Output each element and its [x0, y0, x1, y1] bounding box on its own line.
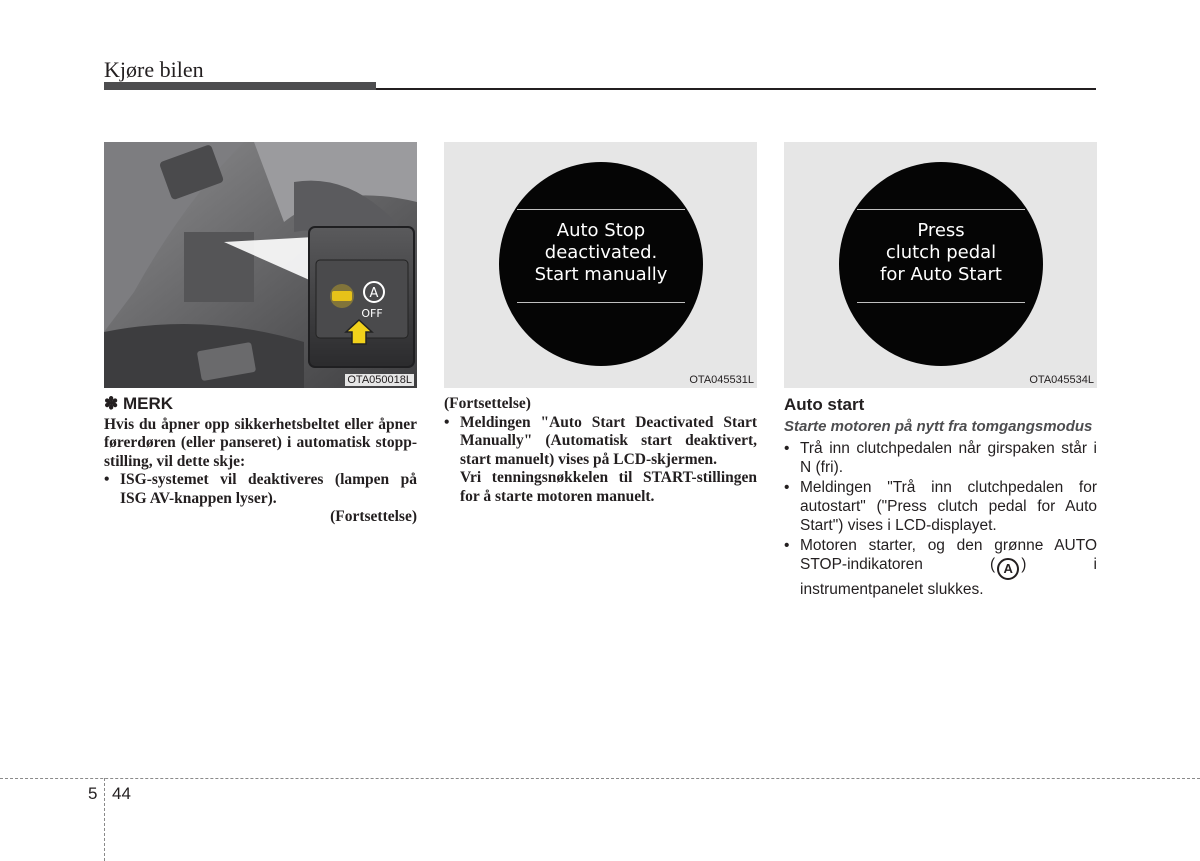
section-heading: Auto start: [784, 395, 865, 414]
section-number: 5: [88, 784, 98, 803]
lcd-deactivated-figure: [444, 142, 757, 388]
button-off-label: OFF: [361, 307, 383, 320]
lcd-line: for Auto Start: [880, 264, 1002, 285]
bullet-icon: •: [784, 440, 790, 457]
dashboard-illustration: [104, 142, 417, 388]
auto-stop-icon: A: [997, 558, 1019, 580]
list-item: [444, 414, 757, 470]
bullet-icon: •: [444, 413, 450, 431]
continued-column: [444, 395, 757, 506]
continued-label: (Fortsettelse): [444, 395, 531, 412]
list-item: [784, 478, 1097, 535]
page-number: 44: [112, 784, 131, 803]
figure-code: OTA045531L: [689, 374, 754, 386]
list-item-text-pre: Motoren starter, og den grønne AUTO STOP-indikatoren (: [800, 537, 1097, 573]
isg-button-figure: [104, 142, 417, 388]
note-heading: [104, 395, 417, 414]
button-symbol: A: [369, 286, 379, 301]
lcd-rule-bottom: [857, 302, 1025, 303]
list-item-continuation: Vri tenningsnøkkelen til START-stillingen for å starte motoren manuelt.: [460, 469, 757, 505]
continued-label: (Fortsettelse): [330, 508, 417, 525]
lcd-display: [499, 162, 703, 366]
lcd-press-clutch-figure: [784, 142, 1097, 388]
lcd-line: Auto Stop: [556, 220, 646, 241]
list-item-text: Trå inn clutchpedalen når girspaken står i N (fri).: [800, 440, 1097, 476]
bullet-icon: •: [784, 537, 790, 554]
lcd-message: [849, 220, 1033, 286]
lcd-line: clutch pedal: [885, 242, 997, 263]
note-column: [104, 395, 417, 527]
bullet-icon: •: [104, 471, 110, 488]
header-rule-thin: [376, 88, 1096, 90]
list-item-text: ISG-systemet vil deaktiveres (lampen på ISG AV-knappen lyser).: [120, 471, 417, 507]
list-item-text: Meldingen "Trå inn clutchpedalen for autostart" ("Press clutch pedal for Auto Start") vises i LCD-displayet.: [800, 479, 1097, 534]
lcd-line: Press: [917, 220, 965, 241]
list-item: [784, 536, 1097, 599]
note-title: MERK: [122, 394, 174, 413]
header-rule-thick: [104, 82, 376, 90]
auto-start-column: [784, 395, 1097, 600]
subsection-heading: Starte motoren på nytt fra tomgangsmodus: [784, 418, 1093, 435]
list-item-text-post: ) i instrumentpanelet slukkes.: [800, 556, 1097, 598]
list-item-text: Meldingen "Auto Start Deactivated Start Manually" (Automatisk start deaktivert, start manuelt) vises på LCD-skjermen.: [460, 413, 757, 468]
lcd-line: deactivated.: [544, 242, 658, 263]
lcd-display: [839, 162, 1043, 366]
lcd-line: Start manually: [534, 264, 668, 285]
lcd-message: [509, 220, 693, 286]
note-intro: Hvis du åpner opp sikkerhetsbeltet eller åpner førerdøren (eller panseret) i automatisk stopp-stilling, vil dette skje:: [104, 415, 417, 470]
page-header-title: Kjøre bilen: [104, 57, 204, 82]
bullet-icon: •: [784, 479, 790, 496]
footer-rule: [0, 778, 1200, 779]
lcd-rule-bottom: [517, 302, 685, 303]
figure-code: OTA050018L: [347, 374, 412, 386]
note-star-icon: ✽: [104, 394, 119, 413]
figure-code: OTA045534L: [1029, 374, 1094, 386]
lcd-rule-top: [517, 209, 685, 210]
list-item: [784, 439, 1097, 477]
footer-vertical-rule: [104, 778, 105, 861]
lcd-rule-top: [857, 209, 1025, 210]
list-item: [104, 471, 417, 508]
